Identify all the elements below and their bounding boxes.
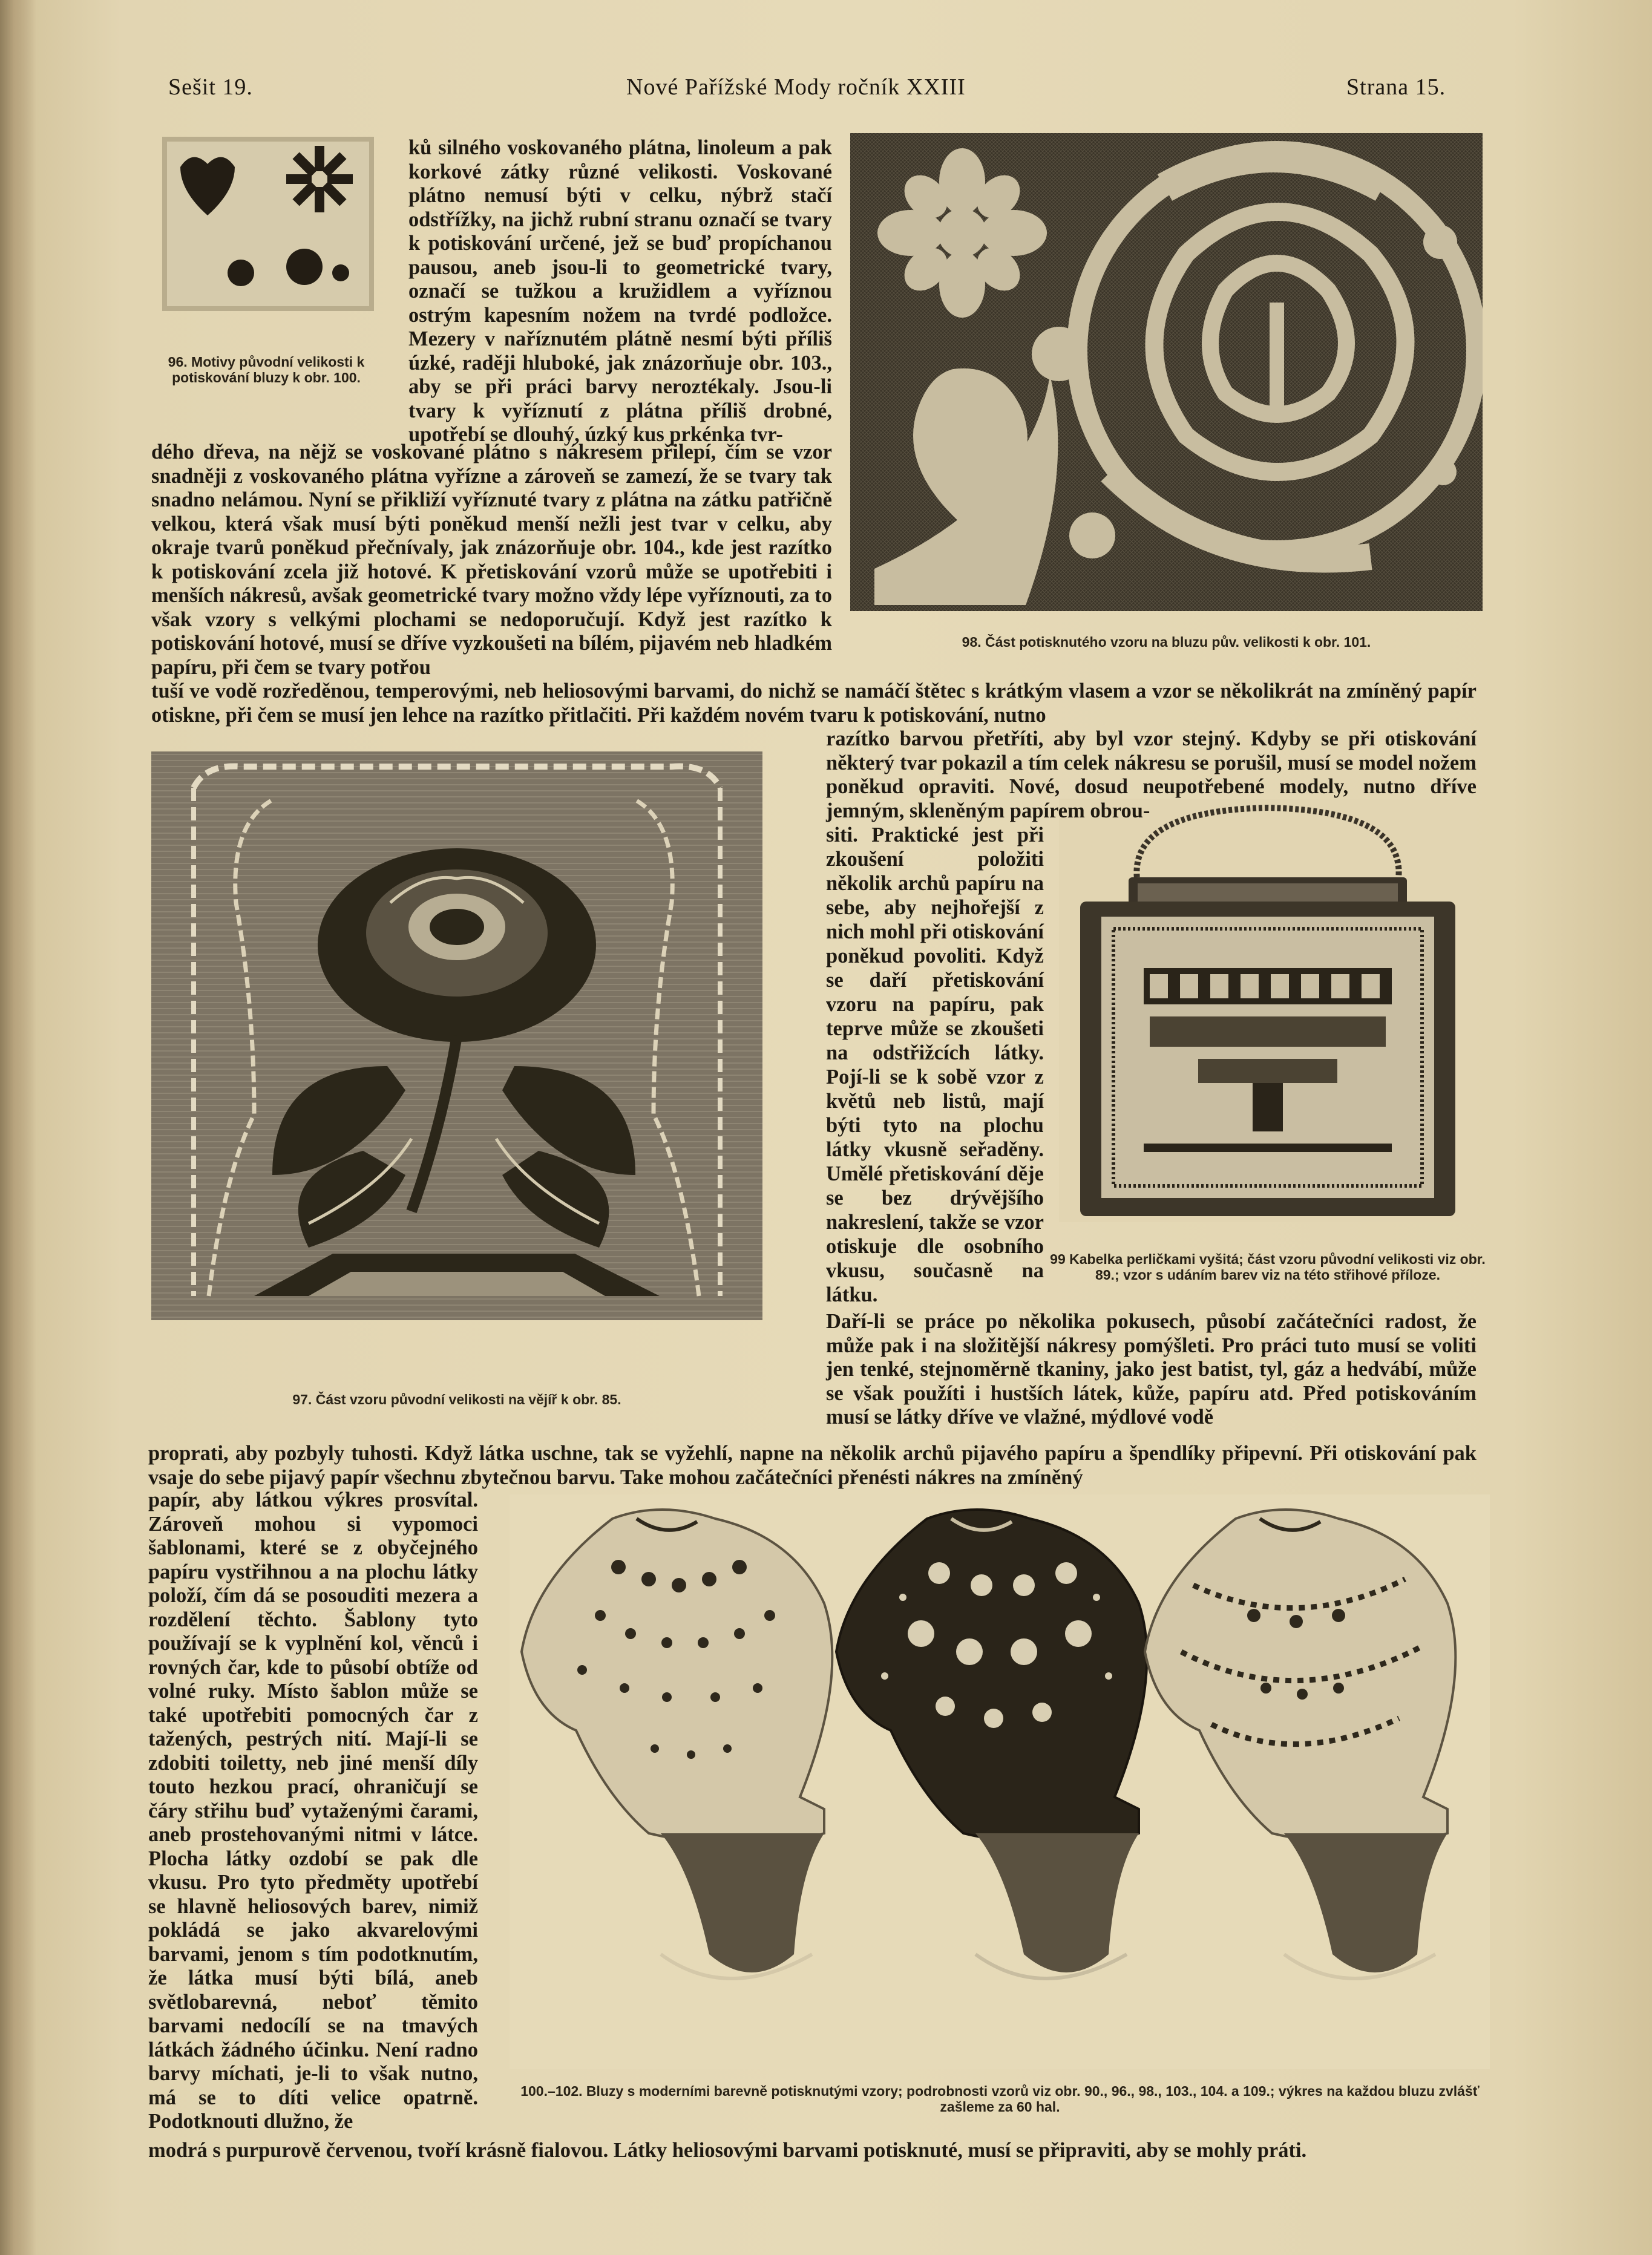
paragraph: tuší ve vodě rozředěnou, temperovými, neb heliosovými barvami, do nichž se namáčí štětec s krátkým vlasem a vzor se několikrát na zmíněný papír otiskne, při čem se musí jen lehce na razítko přitlačiti. Při každém novém tvaru k potiskování, nutno	[151, 679, 1477, 727]
text-block-right-column-upper	[826, 727, 1477, 823]
paragraph: razítko barvou přetříti, aby byl vzor stejný. Kdyby se při otiskování některý tvar pokazil a tím celek nákresu se porušil, musí se model nožem poněkud opraviti. Nové, dosud neupotřebené modely, nutno dříve jemným, skleněným papírem obrou-	[826, 727, 1477, 822]
text-block-right-column-lower	[826, 1310, 1477, 1430]
paragraph: proprati, aby pozbyly tuhosti. Když látka uschne, tak se vyžehlí, napne na několik archů pijavého papíru a špendlíky připevní. Při otiskování pak vsaje do sebe pijavý papír všechnu zbytečnou barvu. Take mohou začátečníci přenésti nákres na zmíněný	[148, 1442, 1477, 1489]
caption-figure-100-102: 100.–102. Bluzy s moderními barevně potisknutými vzory; podrobnosti vzorů viz obr. 90., 96., 98., 103., 104. a 109.; výkres na každou bluzu zvlášť zašleme za 60 hal.	[520, 2083, 1480, 2115]
text-block-left-narrow-column	[148, 1488, 478, 2134]
caption-figure-98: 98. Část potisknutého vzoru na bluzu pův. velikosti k obr. 101.	[962, 634, 1371, 650]
figure-100-102-blouses	[510, 1494, 1490, 2069]
paragraph: ků silného voskovaného plátna, linoleum a pak korkové zátky různé velikosti. Voskované plátno nemusí býti v celku, nýbrž stačí odstřížky, na jichž rubní stranu označí se tvary k potiskování určené, jež se buď propíchanou pausou, aneb jsou-li to geometrické tvary, označí se tužkou a kružidlem a vyříznou ostrým kapesním nožem na tvrdé podložce. Mezery v naříznutém plátně nesmí býti příliš úzké, raději hluboké, jak znázorňuje obr. 103., aby se při práci barvy neroztékaly. Jsou-li tvary k vyříznutí z plátna příliš drobné, upotřebí se dlouhý, úzký kus prkénka tvr-	[408, 136, 832, 446]
binding-edge	[0, 0, 36, 2255]
page-number: Strana 15.	[1346, 74, 1446, 100]
text-block-narrow-column	[826, 823, 1044, 1307]
text-block-full-width-2	[148, 1442, 1477, 1490]
caption-figure-96: 96. Motivy původní velikosti k potiskování bluzy k obr. 100.	[168, 354, 365, 385]
figure-99-beaded-bag	[1059, 799, 1477, 1222]
paragraph: siti. Praktické jest při zkoušení položiti několik archů papíru na sebe, aby nejhořejší z nich mohl při otiskování poněkud povoliti. Když se daří přetiskování vzoru na papíru, pak teprve může se zkoušeti na odstřižcích látky. Pojí-li se k sobě vzor z květů neb listů, mají býti tyto na plochu látky vkusně seřaděny. Umělé přetiskování děje se bez drývějšího nakreslení, takže se vzor otiskuje dle osobního vkusu, současně na látku.	[826, 823, 1044, 1306]
caption-figure-99: 99 Kabelka perličkami vyšitá; část vzoru původní velikosti viz obr. 89.; vzor s udáním barev viz na této střihové příloze.	[1050, 1251, 1486, 1283]
text-block-top-right-of-fig96	[408, 136, 832, 447]
figure-98-printed-pattern	[850, 133, 1483, 611]
text-block-final-line	[148, 2139, 1489, 2163]
paragraph: modrá s purpurově červenou, tvoří krásně fialovou. Látky heliosovými barvami potisknuté, musí se připraviti, aby se mohly práti.	[148, 2139, 1307, 2162]
magazine-title: Nové Pařížské Mody ročník XXIII	[626, 74, 966, 100]
paragraph: dého dřeva, na nějž se voskované plátno s nákresem přilepí, čím se vzor snadněji z voskovaného plátna vyřízne a zároveň se zamezí, že se tvary tak snadno nelámou. Nyní se přikliží vyříznuté tvary z plátna na zátku patřičně velkou, která však musí býti poněkud menší nežli jest tvar v celku, aby okraje tvarů poněkud přečnívaly, jak znázorňuje obr. 104., kde jest razítko k potiskování zcela již hotové. K přetiskování vzorů může se upotřebiti i menších nákresů, avšak geometrické tvary možno vždy lépe vyříznouti, za to však vzory s velkými plochami se nedoporučují. Když jest razítko k potiskování hotové, musí se dříve vyzkoušeti na bílém, pijavém neb hladkém papíru, při čem se tvary potřou	[151, 440, 832, 679]
figure-97-embroidered-fan	[151, 751, 762, 1320]
text-block-left-column-upper	[151, 440, 832, 679]
paragraph: Daří-li se práce po několika pokusech, působí začátečníci radost, že může pak i na složitější nákresy pomýšleti. Pro práci tuto musí se voliti jen tenké, stejnoměrně tkaniny, jako jest batist, tyl, gáz a hedvábí, může se však použíti i hustších látek, kůže, papíru atd. Před potiskováním musí se látky dříve ve vlažné, mýdlové vodě	[826, 1310, 1477, 1429]
paragraph: papír, aby látkou výkres prosvítal. Zároveň mohou si vypomoci šablonami, které se z obyčejného papíru vystřihnou a na plochu látky položí, čím dá se posouditi mezera a rozdělení těchto. Šablony tyto používají se k vyplnění kol, věnců i rovných čar, kde to působí obtíže od volné ruky. Místo šablon může se také upotřebiti pomocných čar z tažených, pestrých nití. Mají-li se zdobiti toiletty, neb jiné menší díly touto hezkou prací, ohraničují se čáry střihu buď vytaženými čarami, aneb prostehovanými nitmi v látce. Plocha látky ozdobí se pak dle vkusu. Pro tyto předměty upotřebí se hlavně heliosových barev, nimiž pokládá se jako akvarelovými barvami, jenom s tím podotknutím, že látka musí býti bílá, aneb světlobarevná, neboť těmito barvami nedocílí se na tmavých látkách žádného účinku. Není radno barvy míchati, je-li to však nutno, má se to díti velice opatrně. Podotknouti dlužno, že	[148, 1488, 478, 2133]
figure-96-motifs	[162, 137, 374, 311]
caption-figure-97: 97. Část vzoru původní velikosti na vějíř k obr. 85.	[292, 1392, 621, 1407]
text-block-full-width-1	[151, 679, 1477, 727]
issue-number: Sešit 19.	[168, 74, 253, 100]
